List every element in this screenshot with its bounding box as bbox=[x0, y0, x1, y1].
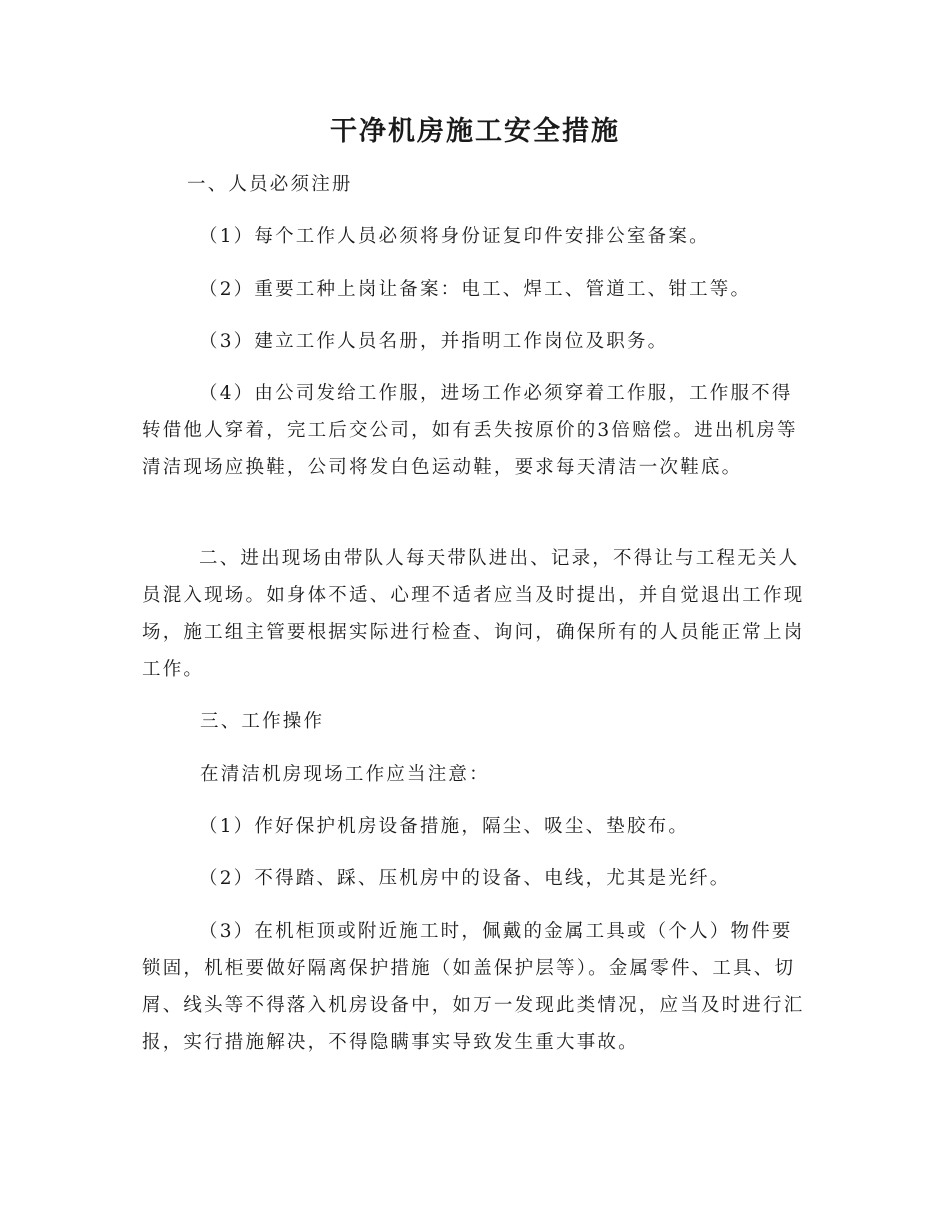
paragraph-item: （2）重要工种上岗让备案：电工、焊工、管道工、钳工等。 bbox=[199, 279, 752, 300]
paragraph-item: （3）在机柜顶或附近施工时，佩戴的金属工具或（个人）物件要锁固，机柜要做好隔离保护措施（如盖保护层等）。金属零件、工具、切屑、线头等不得落入机房设备中，如万一发现此类情况，应当及时进行汇报，实行措施解决，不得隐瞒事实导致发生重大事故。 bbox=[142, 921, 805, 1053]
paragraph-item: （2）不得踏、踩、压机房中的设备、电线，尤其是光纤。 bbox=[199, 868, 731, 889]
paragraph-item: （1）每个工作人员必须将身份证复印件安排公室备案。 bbox=[199, 226, 710, 247]
document-title: 干净机房施工安全措施 bbox=[330, 116, 620, 147]
section-heading-operation: 三、工作操作 bbox=[200, 711, 325, 732]
paragraph-intro: 在清洁机房现场工作应当注意： bbox=[200, 764, 490, 785]
section-heading-registration: 一、人员必须注册 bbox=[187, 174, 353, 195]
paragraph-item: （1）作好保护机房设备措施，隔尘、吸尘、垫胶布。 bbox=[199, 816, 690, 837]
section-paragraph-entry: 二、进出现场由带队人每天带队进出、记录，不得让与工程无关人员混入现场。如身体不适、心理不适者应当及时提出，并自觉退出工作现场，施工组主管要根据实际进行检查、询问，确保所有的人员能正常上岗工作。 bbox=[142, 548, 805, 680]
paragraph-item: （4）由公司发给工作服，进场工作必须穿着工作服，工作服不得转借他人穿着，完工后交公司，如有丢失按原价的3倍赔偿。进出机房等清洁现场应换鞋，公司将发白色运动鞋，要求每天清洁一次鞋底。 bbox=[142, 383, 798, 478]
paragraph-item: （3）建立工作人员名册，并指明工作岗位及职务。 bbox=[199, 331, 669, 352]
